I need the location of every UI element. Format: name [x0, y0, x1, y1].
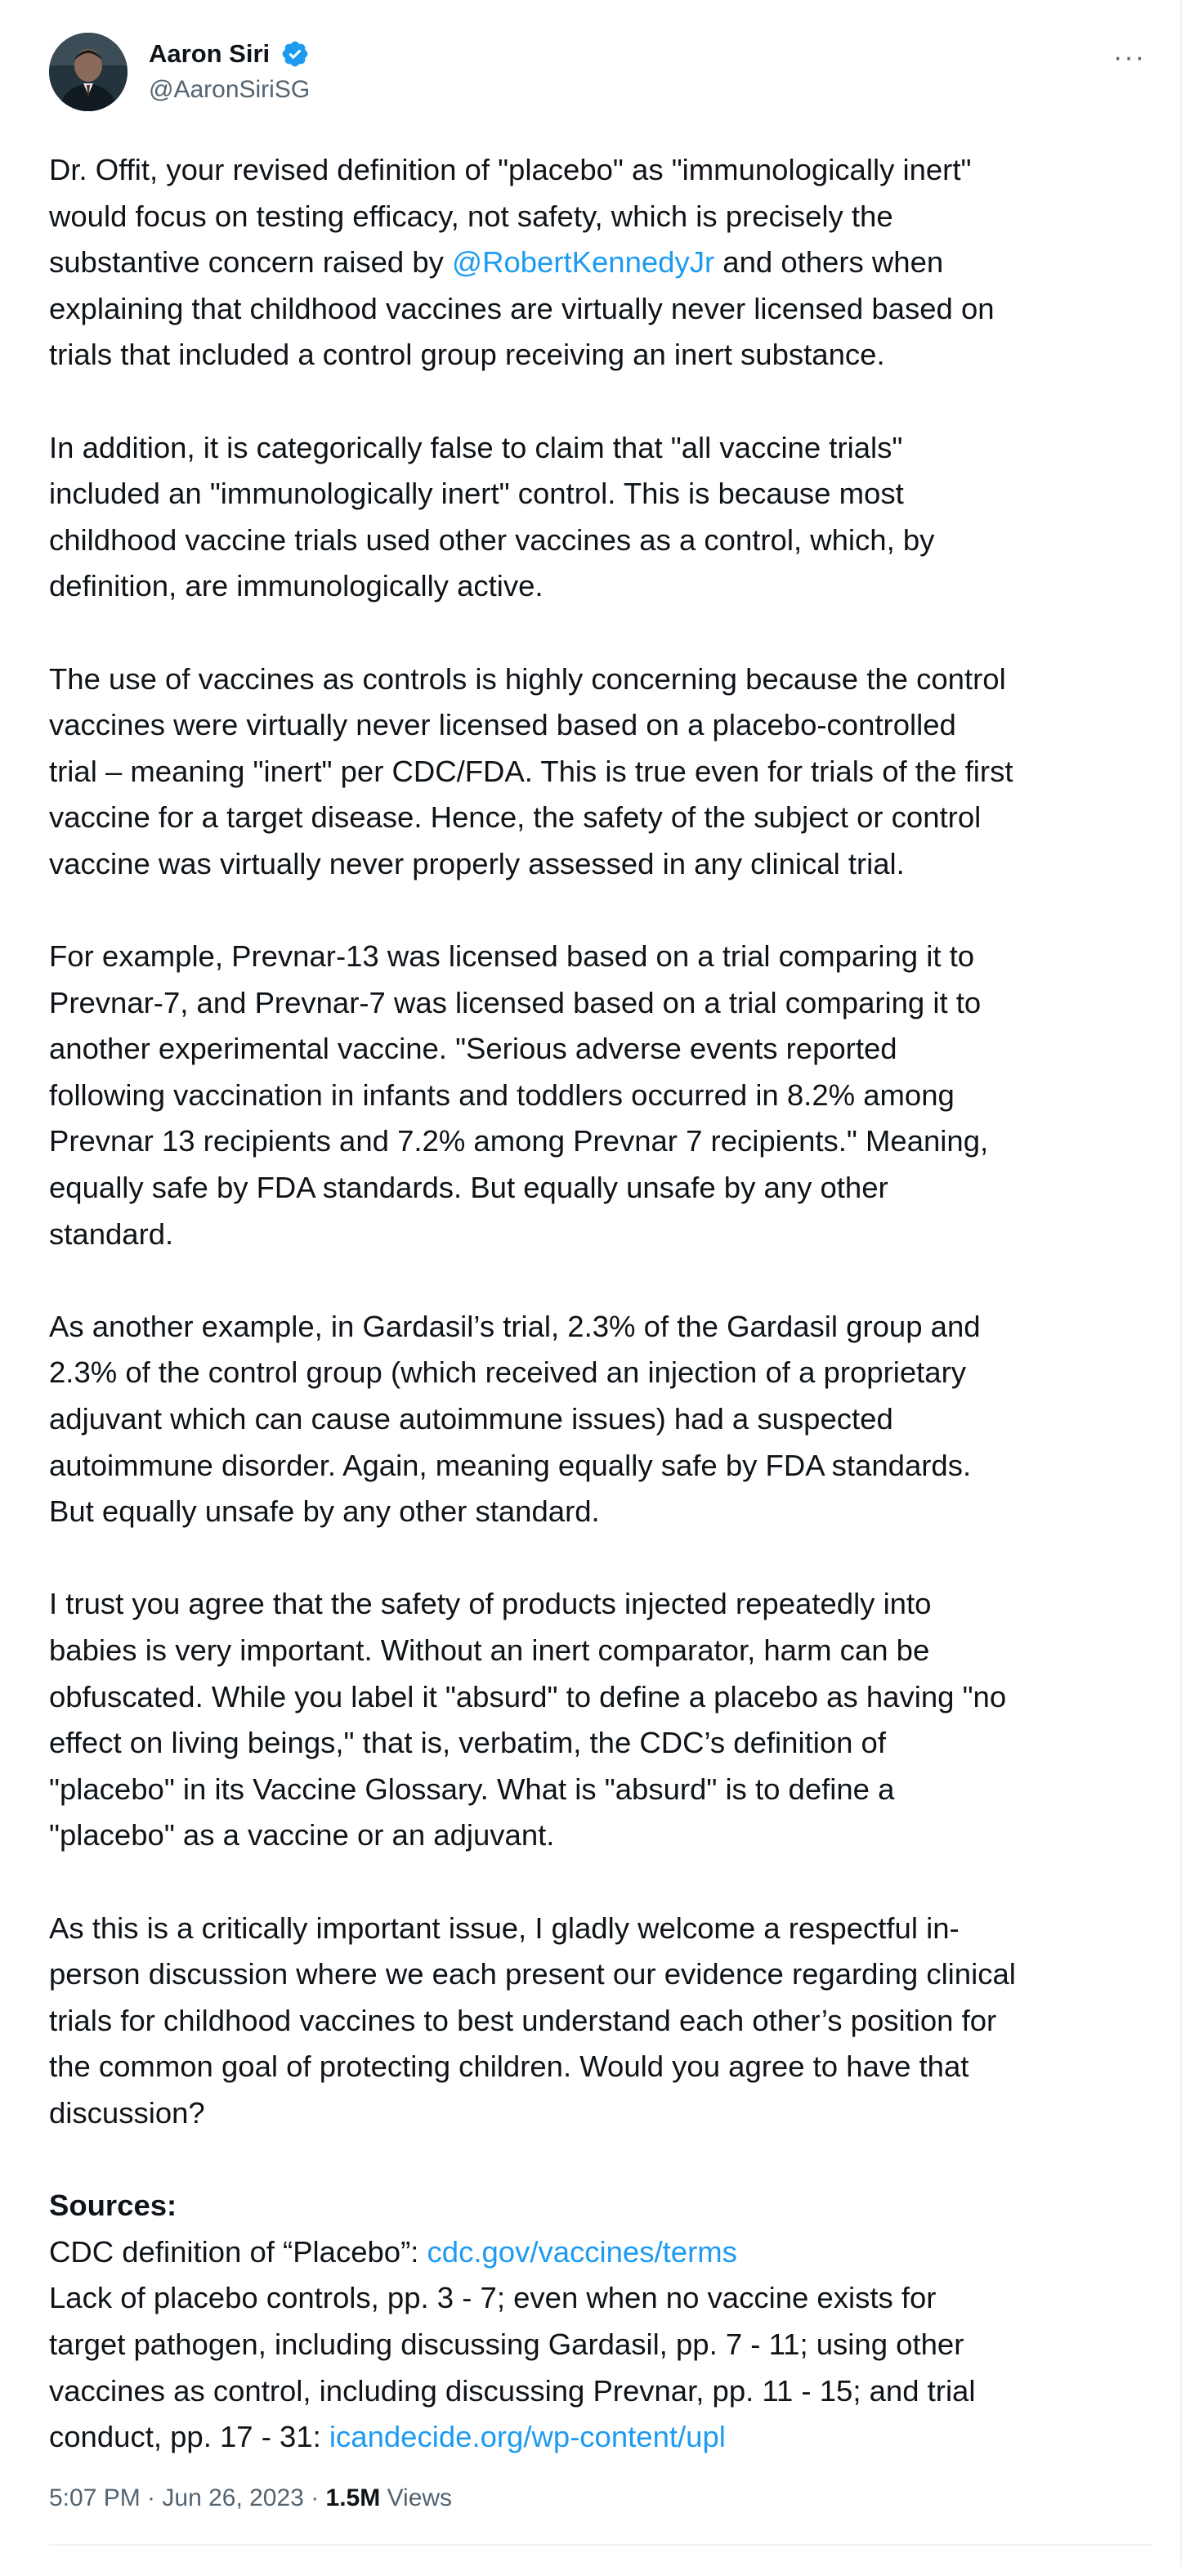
- text-line: [49, 2229, 1161, 2276]
- text-line: "placebo" in its Vaccine Glossary. What is "absurd" is to define a: [49, 1772, 895, 1806]
- timestamp[interactable]: 5:07 PM · Jun 26, 2023 ·: [49, 2484, 326, 2511]
- sources-title: Sources:: [49, 2188, 177, 2223]
- text-line: trials for childhood vaccines to best understand each other’s position for: [49, 2003, 997, 2037]
- text-line: For example, Prevnar-13 was licensed based on a trial comparing it to: [49, 939, 975, 974]
- text-line: another experimental vaccine. "Serious adverse events reported: [49, 1032, 897, 1066]
- paragraph-4: [49, 934, 1161, 1257]
- verified-badge-icon: [280, 39, 310, 69]
- text-line: vaccine for a target disease. Hence, the safety of the subject or control: [49, 800, 982, 835]
- text-line: effect on living beings," that is, verbatim, the CDC’s definition of: [49, 1726, 886, 1760]
- text-line: Prevnar 13 recipients and 7.2% among Prevnar 7 recipients." Meaning,: [49, 1124, 989, 1158]
- text-line: babies is very important. Without an inert comparator, harm can be: [49, 1633, 930, 1667]
- text-line: [49, 2414, 1161, 2461]
- avatar[interactable]: [49, 33, 128, 111]
- mention-link[interactable]: @RobertKennedyJr: [452, 245, 715, 280]
- paragraph-5: [49, 1304, 1161, 1535]
- views-label: Views: [380, 2484, 453, 2511]
- author-names: [149, 38, 310, 106]
- sources: [49, 2183, 1161, 2461]
- paragraph-6: [49, 1581, 1161, 1859]
- text-line: adjuvant which can cause autoimmune issues) had a suspected: [49, 1402, 893, 1436]
- text-line: explaining that childhood vaccines are virtually never licensed based on: [49, 291, 995, 325]
- text-line: Dr. Offit, your revised definition of "placebo" as "immunologically inert": [49, 153, 972, 186]
- text-line: equally safe by FDA standards. But equally unsafe by any other: [49, 1171, 888, 1205]
- text-line: Lack of placebo controls, pp. 3 - 7; even when no vaccine exists for: [49, 2281, 937, 2315]
- icandecide-link[interactable]: icandecide.org/wp-content/upl: [329, 2420, 726, 2454]
- text-line: "placebo" as a vaccine or an adjuvant.: [49, 1818, 555, 1852]
- text-segment: and others when: [714, 245, 944, 280]
- tweet-text: [49, 147, 1161, 2507]
- views-count: 1.5M: [325, 2484, 381, 2511]
- text-line: As this is a critically important issue, I gladly welcome a respectful in-: [49, 1911, 960, 1945]
- text-segment: conduct, pp. 17 - 31:: [49, 2420, 329, 2454]
- text-line: person discussion where we each present our evidence regarding clinical: [49, 1957, 1016, 1991]
- text-segment: substantive concern raised by: [49, 245, 453, 280]
- text-line: vaccines were virtually never licensed based on a placebo-controlled: [49, 708, 956, 742]
- more-options-icon[interactable]: ···: [1113, 42, 1146, 73]
- text-line: standard.: [49, 1216, 174, 1251]
- text-line: vaccine was virtually never properly assessed in any clinical trial.: [49, 846, 905, 880]
- text-line: target pathogen, including discussing Gardasil, pp. 7 - 11; using other: [49, 2327, 964, 2361]
- text-line: I trust you agree that the safety of products injected repeatedly into: [49, 1587, 932, 1621]
- text-line: But equally unsafe by any other standard.: [49, 1494, 600, 1529]
- text-line: discussion?: [49, 2095, 205, 2130]
- avatar-image-icon: [49, 33, 128, 111]
- text-line: the common goal of protecting children. Would you agree to have that: [49, 2050, 969, 2084]
- text-line: obfuscated. While you label it "absurd" to define a placebo as having "no: [49, 1679, 1007, 1714]
- tweet-meta: [49, 2482, 452, 2515]
- text-line: following vaccination in infants and toddlers occurred in 8.2% among: [49, 1077, 955, 1112]
- text-line: Prevnar-7, and Prevnar-7 was licensed based on a trial comparing it to: [49, 985, 982, 1019]
- text-line: autoimmune disorder. Again, meaning equally safe by FDA standards.: [49, 1448, 972, 1482]
- text-line: [49, 240, 1161, 286]
- text-line: 2.3% of the control group (which received an injection of a proprietary: [49, 1355, 966, 1390]
- text-line: The use of vaccines as controls is highly concerning because the control: [49, 661, 1006, 696]
- text-line: included an "immunologically inert" control. This is because most: [49, 477, 904, 511]
- author-handle[interactable]: @AaronSiriSG: [149, 76, 311, 103]
- text-line: would focus on testing efficacy, not safety, which is precisely the: [49, 199, 893, 233]
- text-line: trials that included a control group receiving an inert substance.: [49, 338, 885, 372]
- paragraph-7: [49, 1906, 1161, 2137]
- tweet-header: [49, 33, 1152, 114]
- paragraph-2: [49, 425, 1161, 610]
- author-display-name[interactable]: Aaron Siri: [149, 39, 271, 68]
- text-line: vaccines as control, including discussing Prevnar, pp. 11 - 15; and trial: [49, 2373, 976, 2408]
- tweet-card: [5, 0, 1182, 2567]
- text-line: childhood vaccine trials used other vaccines as a control, which, by: [49, 522, 935, 557]
- divider: [49, 2544, 1152, 2546]
- paragraph-3: [49, 656, 1161, 888]
- text-line: As another example, in Gardasil’s trial, 2.3% of the Gardasil group and: [49, 1309, 981, 1343]
- text-segment: CDC definition of “Placebo”:: [49, 2234, 427, 2269]
- text-line: definition, are immunologically active.: [49, 569, 544, 603]
- cdc-link[interactable]: cdc.gov/vaccines/terms: [427, 2234, 737, 2269]
- text-line: In addition, it is categorically false to claim that "all vaccine trials": [49, 430, 903, 464]
- text-line: trial – meaning "inert" per CDC/FDA. This is true even for trials of the first: [49, 754, 1013, 788]
- paragraph-1: [49, 147, 1161, 379]
